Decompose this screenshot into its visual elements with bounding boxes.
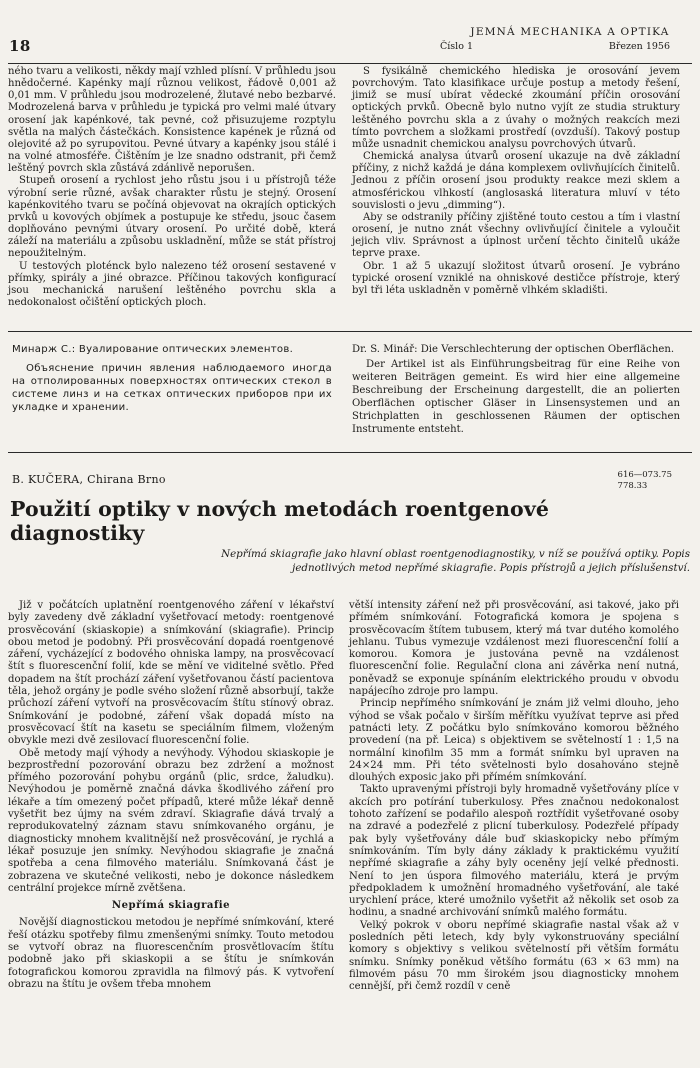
paragraph: S fysikálně chemického hlediska je orosování jevem povrchovým. Tato klasifikace určuje postup a metody řešení, jimiž se musí ubírat vědecké zkoumání příčin orosování optických prvků. Obecně bylo nutno vyjít ze studia struktury leštěného povrchu skla a z úvahy o možných reakcích mezi tímto povrchem a složkami prostředí (ovzduší). Takový postup může usnadnit chemickou analysu povrchových útvarů.	[352, 66, 680, 150]
top-right-column	[352, 66, 680, 297]
page-number: 18	[9, 37, 31, 55]
issue-date: Březen 1956	[608, 41, 670, 52]
paragraph: U testových ploténck bylo nalezeno též orosení sestavené v přímky, spirály a jiné obrazce. Příčinou takových konfigurací jsou mechanická narušení leštěného povrchu skla a nedokonalost očištění optických ploch.	[8, 260, 336, 308]
top-left-column	[8, 66, 336, 309]
abstract-body: Der Artikel ist als Einführungsbeitrag für eine Reihe von weiteren Beiträgen gemeint. Es wird hier eine allgemeine Beschreibung der Erscheinung dargestellt, die an polierten Oberflächen optischer Gläser in Linsensystemen und an Strichplatten in geschlossenen Räumen der optischen Instrumente entsteht.	[352, 359, 680, 435]
article-title: Použití optiky v nových metodách roentgenové diagnostiky	[10, 497, 549, 545]
udc-line: 616—073.75	[617, 470, 672, 480]
issue-number: Číslo 1	[440, 41, 474, 52]
paragraph: Chemická analysa útvarů orosení ukazuje na dvě základní příčiny, z nichž každá je dána komplexem ovlivňujících činitelů. Jednou z příčin orosení jsou produkty reakce mezi sklem a atmosférickou vlhkostí (anglosaská literatura mluví v této souvislosti o jevu „dimming“).	[352, 151, 680, 211]
header-rule	[8, 63, 692, 64]
abstract-heading: Минарж С.: Вуалирование оптических элементов.	[12, 344, 294, 355]
paragraph: větší intensity záření než při prosvěcování, asi takové, jako při přímém snímkování. Fotografická komora je spojena s prosvěcovacím štítem tubusem, který má tvar dutého komolého jehlanu. Tubus vymezuje vzdálenost mezi fluorescenční folií a komorou. Komora je justována pevně na vzdálenost fluorescenční folie. Regulační clona ani závěrka není nutná, poněvadž se exponuje spínáním elektrického proudu v obvodu napájecího zdroje pro lampu.	[349, 600, 679, 698]
udc-line: 778.33	[617, 481, 648, 491]
udc-code	[618, 470, 672, 492]
section-heading: Nepřímá skiagrafie	[111, 900, 231, 912]
paragraph: Stupeň orosení a rychlost jeho růstu jsou i u přístrojů téže výrobní serie různé, avšak charakter růstu je stejný. Orosení kapénkovitého tvaru se počíná objevovat na okrajích optických prvků u kovových objímek a postupuje ke středu, jsouc časem doplňováno pevnými útvary orosení. Po určité době, která záleží na materiálu a způsobu uskladnění, může se stát přístroj nepoužitelným.	[8, 175, 336, 260]
paragraph: Novější diagnostickou metodou je nepřímé snímkování, které řeší otázku spotřeby filmu zmenšenými snímky. Touto metodou se vytvoří obraz na fluorescenčním prosvětlovacím štítu podobně jako při skiaskopii a se štítu je snímkován fotografickou komorou zpravidla na filmový pás. K vytvoření obrazu na štítu je ovšem třeba mnohem	[8, 917, 334, 990]
paragraph: Obr. 1 až 5 ukazují složitost útvarů orosení. Je vybráno typické orosení vzniklé na ohniskové destičce přístroje, který byl tři léta uskladněn v poměrně vlhkém skladišti.	[352, 260, 680, 296]
issue-line	[440, 41, 670, 52]
abstract-russian	[12, 343, 332, 414]
abstract-rule	[8, 331, 692, 332]
article-right-column	[349, 600, 679, 994]
paragraph: Obě metody mají výhody a nevýhody. Výhodou skiaskopie je bezprostřední pozorování obrazu bez zdržení a možnost přímého pozorování pohybu orgánů (plic, srdce, žaludku). Nevýhodou je poměrně značná dávka škodlivého záření pro lékaře a tím omezený počet případů, které může lékař denně vyšetřit bez újmy na svém zdraví. Skiagrafie dává trvalý a reprodukovatelný záznam stavu snímkovaného orgánu, je diagnosticky mnohem kvalitnější než prosvěcování, je rychlá a lékař posuzuje jen snímky. Nevýhodou skiagrafie je značná spotřeba a cena filmového materiálu. Snímkovaná část je zobrazena ve skutečné velikosti, nebo je dokonce následkem centrální projekce mírně zvětšena.	[8, 747, 334, 894]
article-lead: Nepřímá skiagrafie jako hlavní oblast roentgenodiagnostiky, v níž se používá optiky. Popis jednotlivých metod nepřímé skiagrafie. Popis přístrojů a jejich příslušenství.	[221, 548, 690, 574]
paragraph: Takto upravenými přístroji byly hromadně vyšetřovány plíce v akcích pro potírání tuberkulosy. Přes značnou nedokonalost tohoto zařízení se podařilo alespoň roztřídit vyšetřované osoby na zdravé a podezřelé z plicní tuberkulosy. Podezřelé případy pak byly vyšetřovány dále buď skiaskopicky nebo přímým snímkováním. Tím byly dány základy k praktickému využití nepřímé skiagrafie a záhy byly oceněny její velké přednosti. Není to jen úspora filmového materiálu, která je prvým předpokladem k umožnění hromadného vyšetřování, ale také urychlení práce, které umožnilo vyšetřit až několik set osob za hodinu, a snadné archivování snímků malého formátu.	[349, 784, 679, 919]
paragraph: ného tvaru a velikosti, někdy mají vzhled plísní. V průhledu jsou hnědočerné. Kapénky mají různou velikost, řádově 0,001 až 0,01 mm. V průhledu jsou modrozelené, žlutavé nebo bezbarvé. Modrozelená barva v průhledu je typická pro velmi malé útvary orosení jak kapénkové, tak pevné, což přisuzujeme rozptylu světla na malých částečkách. Konsistence kapének je různá od olejovité až po syrupovitou. Pevné útvary a kapénky jsou stálé i na volné atmosféře. Čištěním je lze snadno odstranit, při čemž leštěný povrch skla zůstává zdánlivě neporušen.	[8, 66, 336, 175]
article-author: B. KUČERA, Chirana Brno	[12, 473, 166, 486]
paragraph: Velký pokrok v oboru nepřímé skiagrafie nastal však až v posledních pěti letech, kdy byly vykonstruovány speciální komory s objektivy s velikou světelností při větším formátu snímku. Snímky poněkud většího formátu (63 × 63 mm) na filmovém pásu 70 mm širokém jsou diagnosticky mnohem cennější, při čemž rozdíl v ceně	[349, 919, 679, 993]
paragraph: Princip nepřímého snímkování je znám již velmi dlouho, jeho výhod se však počalo v širším měřítku využívat teprve asi před patnácti lety. Z počátku bylo snímkováno komorou běžného provedení (na př. Leica) s objektivem se světelností 1 : 1,5 na normální kinofilm 35 mm a formát snímku byl upraven na 24×24 mm. Při této světelnosti bylo dosahováno stejně dlouhých exposic jako při přímém snímkování.	[349, 698, 679, 784]
article-rule	[8, 452, 692, 453]
journal-title: JEMNÁ MECHANIKA A OPTIKA	[470, 26, 670, 38]
paragraph: Aby se odstranily příčiny zjištěné touto cestou a tím i vlastní orosení, je nutno znát všechny ovlivňující činitele a vyloučit jejich vliv. Správnost a úplnost určení těchto činitelů ukáže teprve praxe.	[352, 211, 680, 260]
paragraph: Již v počátcích uplatnění roentgenového záření v lékařství byly zavedeny dvě základní vyšetřovací metody: roentgenové prosvěcování (skiaskopie) a snímkování (skiagrafie). Princip obou metod je podobný. Při prosvěcování dopadá roentgenové záření, vycházející z bodového ohniska lampy, na prosvěcovací štít s fluorescenční folií, kde se mění ve viditelné světlo. Před dopadem na štít prochází záření vyšetřovanou částí pacientova těla, jehož orgány je podle svého složení různě absorbují, takže průchozí záření vytvoří na prosvěcovacím štítu stínový obraz. Snímkování je podobné, záření však dopadá místo na prosvěcovací štít na kasetu se speciálním filmem, vloženým obvykle mezi dvě zesilovací fluorescenční folie.	[8, 600, 334, 747]
abstract-german	[352, 343, 680, 436]
abstract-body: Объяснение причин явления наблюдаемого иногда на отполированных поверхностях оптических стекол в системе линз и на сетках оптических приборов при их укладке и хранении.	[12, 363, 332, 413]
abstract-heading: Dr. S. Minář: Die Verschlechterung der optischen Oberflächen.	[352, 344, 675, 355]
article-left-column	[8, 600, 334, 991]
